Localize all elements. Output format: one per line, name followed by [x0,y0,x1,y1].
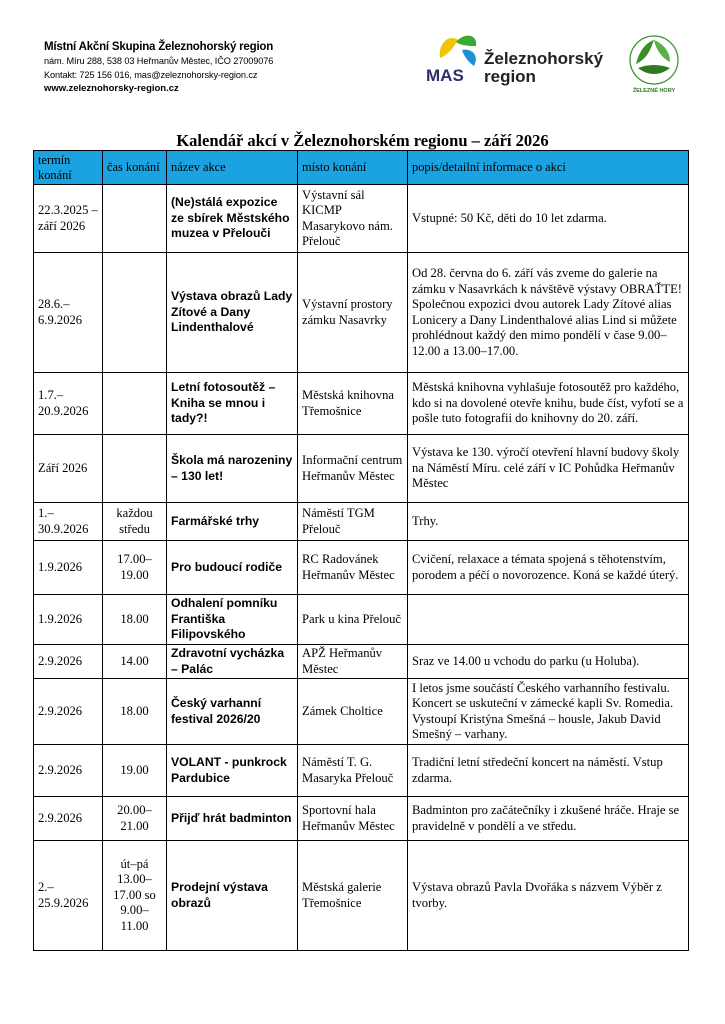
cell-description: I letos jsme součástí Českého varhanního festivalu. Koncert se uskuteční v zámecké kapli Sv. Romedia. Vystoupí Kristýna Smešná – housle, Jakub David Smešný – varhany. [408,679,689,745]
table-row [34,841,689,951]
cell-event-name: Zdravotní vycházka – Palác [167,645,298,679]
cell-event-name: Škola má narozeniny – 130 let! [167,435,298,503]
cell-time: 14.00 [103,645,167,679]
cell-date: 2.9.2026 [34,797,103,841]
cell-date: Září 2026 [34,435,103,503]
col-header-place: místo konání [298,151,408,185]
geopark-logo-icon [624,30,684,100]
mas-logo [426,32,604,92]
cell-time: 19.00 [103,745,167,797]
cell-time: 18.00 [103,679,167,745]
cell-event-name: Přijď hrát badminton [167,797,298,841]
cell-place: Informační centrum Heřmanův Městec [298,435,408,503]
geopark-logo-text: ŽELEZNÉ HORY [632,88,676,94]
table-row [34,797,689,841]
cell-description: Cvičení, relaxace a témata spojená s těhotenstvím, porodem a péčí o novorozence. Koná se každé úterý. [408,541,689,595]
cell-time: 17.00– 19.00 [103,541,167,595]
cell-place: APŽ Heřmanův Městec [298,645,408,679]
cell-event-name: (Ne)stálá expozice ze sbírek Městského muzea v Přelouči [167,185,298,253]
cell-date: 2.9.2026 [34,679,103,745]
table-row [34,645,689,679]
cell-description: Výstava obrazů Pavla Dvořáka s názvem Výběr z tvorby. [408,841,689,951]
table-header-row [34,151,689,185]
cell-place: Náměstí TGM Přelouč [298,503,408,541]
cell-date: 22.3.2025 – září 2026 [34,185,103,253]
cell-description: Sraz ve 14.00 u vchodu do parku (u Holuba). [408,645,689,679]
col-header-name: název akce [167,151,298,185]
cell-date: 1.9.2026 [34,541,103,595]
cell-date: 28.6.– 6.9.2026 [34,253,103,373]
col-header-date: termín konání [34,151,103,185]
table-row [34,185,689,253]
organization-info [44,40,273,96]
logo-region-line2: region [484,67,536,86]
cell-place: Sportovní hala Heřmanův Městec [298,797,408,841]
mas-logo-region [484,50,603,86]
cell-place: Zámek Choltice [298,679,408,745]
table-row [34,503,689,541]
cell-place: Park u kina Přelouč [298,595,408,645]
mas-logo-text: MAS [426,66,464,85]
table-row [34,679,689,745]
cell-place: Výstavní sál KICMP Masarykovo nám. Přelouč [298,185,408,253]
table-row [34,373,689,435]
cell-place: Městská knihovna Třemošnice [298,373,408,435]
table-row [34,745,689,797]
org-address: nám. Míru 288, 538 03 Heřmanův Městec, IČO 27009076 [44,56,274,66]
cell-date: 1.– 30.9.2026 [34,503,103,541]
table-body [34,185,689,951]
cell-description [408,595,689,645]
col-header-desc: popis/detailní informace o akci [408,151,689,185]
logo-region-line1: Železnohorský [484,49,604,68]
cell-time [103,435,167,503]
cell-time: 18.00 [103,595,167,645]
table-row [34,253,689,373]
col-header-time: čas konání [103,151,167,185]
cell-date: 2.– 25.9.2026 [34,841,103,951]
cell-description: Městská knihovna vyhlašuje fotosoutěž pro každého, kdo si na dovolené otevře knihu, bude číst, vyfotí se a pošle tuto fotografii do knihovny do 20. září. [408,373,689,435]
table-row [34,541,689,595]
cell-description: Trhy. [408,503,689,541]
cell-event-name: Český varhanní festival 2026/20 [167,679,298,745]
table-row [34,595,689,645]
cell-event-name: Letní fotosoutěž – Kniha se mnou i tady?! [167,373,298,435]
cell-description: Výstava ke 130. výročí otevření hlavní budovy školy na Náměstí Míru. celé září v IC Pohůdka Heřmanův Městec [408,435,689,503]
cell-description: Od 28. června do 6. září vás zveme do galerie na zámku v Nasavrkách k návštěvě výstavy OBRAŤTE! Společnou expozici dvou autorek Lady Zítové alias Lonicery a Dany Lindenthalové alias Lind si můžete prohlédnout každý den mimo pondělí v čase 9.00–12.00 a 13.00–17.00. [408,253,689,373]
page-title: Kalendář akcí v Železnohorském regionu – září 2026 [176,131,549,150]
events-table [33,150,689,951]
cell-time: 20.00– 21.00 [103,797,167,841]
cell-place: RC Radovánek Heřmanův Městec [298,541,408,595]
cell-date: 1.9.2026 [34,595,103,645]
cell-description: Badminton pro začátečníky i zkušené hráče. Hraje se pravidelně v pondělí a ve středu. [408,797,689,841]
cell-event-name: Pro budoucí rodiče [167,541,298,595]
cell-event-name: VOLANT - punkrock Pardubice [167,745,298,797]
cell-time [103,185,167,253]
cell-time: út–pá 13.00– 17.00 so 9.00– 11.00 [103,841,167,951]
cell-time [103,253,167,373]
table-row [34,435,689,503]
geopark-logo [624,30,684,100]
cell-place: Městská galerie Třemošnice [298,841,408,951]
cell-event-name: Odhalení pomníku Františka Filipovského [167,595,298,645]
org-web: www.zeleznohorsky-region.cz [44,83,179,94]
cell-description: Vstupné: 50 Kč, děti do 10 let zdarma. [408,185,689,253]
org-contact: Kontakt: 725 156 016, mas@zeleznohorsky-region.cz [44,70,258,80]
cell-description: Tradiční letní středeční koncert na náměstí. Vstup zdarma. [408,745,689,797]
cell-place: Náměstí T. G. Masaryka Přelouč [298,745,408,797]
cell-date: 2.9.2026 [34,745,103,797]
cell-time: každou středu [103,503,167,541]
cell-date: 2.9.2026 [34,645,103,679]
cell-event-name: Farmářské trhy [167,503,298,541]
cell-event-name: Prodejní výstava obrazů [167,841,298,951]
org-name: Místní Akční Skupina Železnohorský region [44,41,274,53]
cell-event-name: Výstava obrazů Lady Zítové a Dany Lindenthalové [167,253,298,373]
cell-date: 1.7.– 20.9.2026 [34,373,103,435]
cell-time [103,373,167,435]
cell-place: Výstavní prostory zámku Nasavrky [298,253,408,373]
